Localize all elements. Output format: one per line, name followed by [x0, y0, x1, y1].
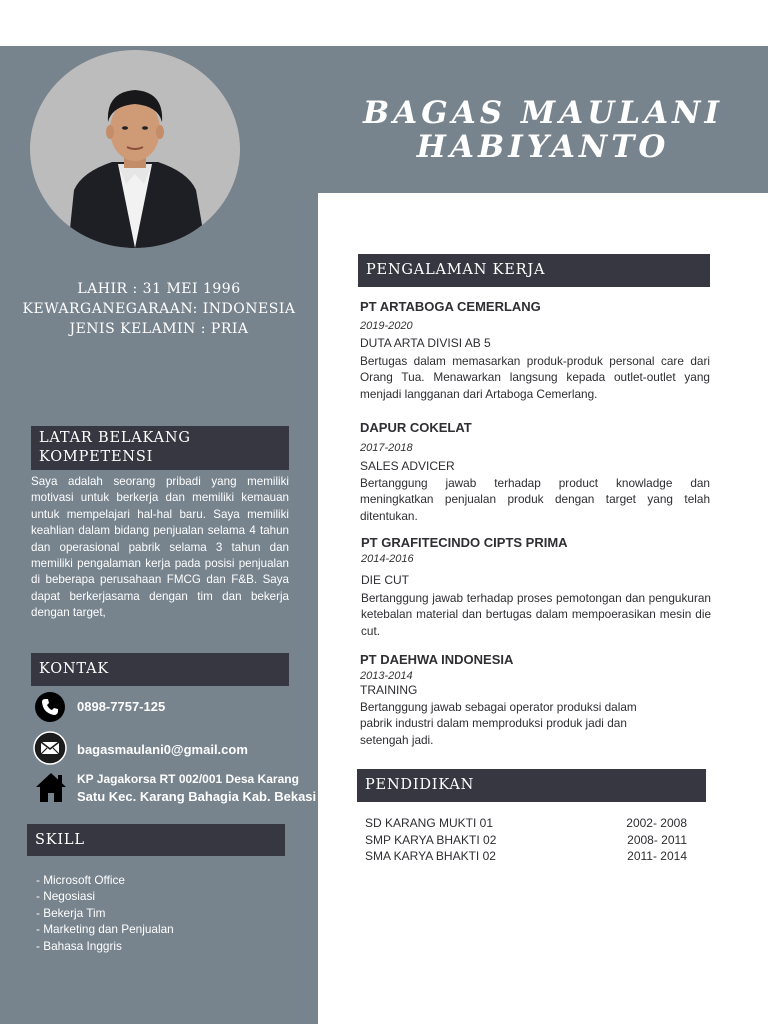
job-company: PT ARTABOGA CEMERLANG: [360, 299, 541, 314]
education-section-title: PENDIDIKAN: [357, 769, 706, 802]
skill-section-title: SKILL: [27, 824, 285, 856]
job-company: PT GRAFITECINDO CIPTS PRIMA: [361, 535, 568, 550]
background-summary: Saya adalah seorang pribadi yang memiliki motivasi untuk berkerja dan memiliki kemauan untuk mempelajari hal-hal baru. Saya memiliki keahlian dalam bidang penjualan selama 4 tahun dan operasional pabrik selama 3 tahun dan memiliki pengalaman kerja pada posisi penjualan di beberapa perusahaan FMCG dan F&B. Saya dapat berkerjasama dengan tim dan bekerja dengan target,: [31, 475, 289, 620]
job-role: DIE CUT: [361, 573, 409, 587]
education-row: [365, 849, 687, 863]
background-title-line-1: LATAR BELAKANG: [39, 430, 191, 446]
education-row: [365, 833, 687, 847]
candidate-name: [318, 96, 768, 164]
skill-item: - Microsoft Office: [36, 873, 125, 887]
job-years: 2017-2018: [360, 442, 413, 454]
job-description: Bertanggung jawab terhadap product knowladge dan meningkatkan penjualan produk dengan target yang telah ditentukan.: [360, 476, 710, 523]
phone-number: 0898-7757-125: [77, 699, 166, 714]
address-line-1: KP Jagakorsa RT 002/001 Desa Karang: [77, 772, 299, 786]
background-title-line-2: KOMPETENSI: [39, 449, 154, 465]
job-description: Bertanggung jawab terhadap proses pemotongan dan pengukuran ketebalan material dan bertugas dalam mempoerasikan mesin die cut.: [361, 591, 711, 638]
education-years: 2002- 2008: [626, 816, 687, 830]
skill-item: - Bekerja Tim: [36, 905, 106, 920]
job-role: TRAINING: [360, 683, 418, 697]
experience-section-title: PENGALAMAN KERJA: [358, 254, 710, 287]
education-school: SMA KARYA BHAKTI 02: [365, 849, 496, 863]
name-line-1: BAGAS MAULANI: [362, 95, 724, 131]
education-row: [365, 816, 687, 830]
skill-item: - Negosiasi: [36, 889, 96, 904]
birth-info: LAHIR : 31 MEI 1996: [77, 281, 241, 297]
phone-icon: [35, 692, 65, 722]
job-years: 2014-2016: [361, 553, 414, 565]
background-section-title: [31, 426, 289, 470]
address-line-2: Satu Kec. Karang Bahagia Kab. Bekasi: [77, 789, 317, 804]
job-description: Bertugas dalam memasarkan produk-produk personal care dari Orang Tua. Menawarkan langsung kepada outlet-outlet yang menjadi langganan dari Artaboga Cemerlang.: [360, 354, 710, 401]
citizenship-info: KEWARGANEGARAAN: INDONESIA: [22, 301, 296, 317]
person-portrait-icon: [30, 50, 240, 248]
education-years: 2008- 2011: [627, 833, 687, 847]
job-description-line: Bertanggung jawab sebagai operator produksi dalam: [360, 700, 637, 714]
skill-list: [36, 872, 174, 954]
name-line-2: HABIYANTO: [416, 129, 670, 165]
gender-info: JENIS KELAMIN : PRIA: [69, 321, 249, 337]
job-description-line: setengah jadi.: [360, 732, 434, 747]
skill-item: - Bahasa Inggris: [36, 938, 122, 953]
job-role: DUTA ARTA DIVISI AB 5: [360, 336, 491, 350]
education-school: SD KARANG MUKTI 01: [365, 816, 494, 830]
job-role: SALES ADVICER: [360, 459, 455, 473]
job-description-line: pabrik industri dalam memproduksi produk jadi dan: [360, 716, 627, 731]
education-years: 2011- 2014: [627, 849, 687, 863]
job-company: PT DAEHWA INDONESIA: [360, 652, 514, 667]
email-icon: [33, 731, 67, 765]
job-years: 2019-2020: [360, 320, 413, 332]
education-school: SMP KARYA BHAKTI 02: [365, 833, 497, 847]
home-icon: [34, 771, 68, 803]
job-company: DAPUR COKELAT: [360, 420, 472, 435]
email-address: bagasmaulani0@gmail.com: [77, 742, 248, 757]
skill-item: - Marketing dan Penjualan: [36, 922, 174, 937]
job-years: 2013-2014: [360, 670, 413, 682]
contact-section-title: KONTAK: [31, 653, 289, 686]
profile-photo: [30, 50, 240, 248]
job-description: [360, 699, 710, 748]
